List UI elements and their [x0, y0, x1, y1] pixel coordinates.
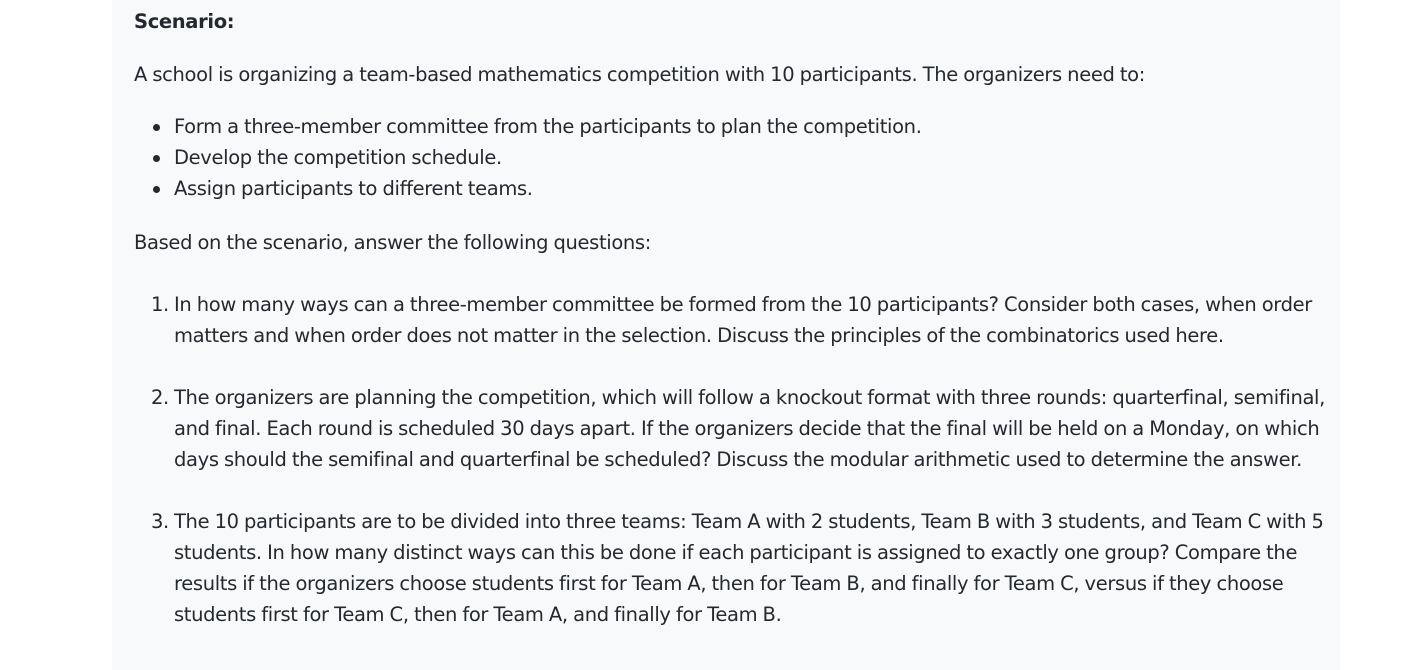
list-item — [134, 175, 922, 206]
list-item — [134, 113, 922, 144]
list-item-text: Assign participants to different teams. — [174, 177, 533, 200]
question-text: The organizers are planning the competition, which will follow a knockout format with three rounds: quarterfinal, semifinal, and final. Each round is scheduled 30 days apart. If the organizers decide that the final will be held on a Monday, on which days should the semifinal and quarterfinal be scheduled? Discuss the modular arithmetic used to determine the answer. — [174, 386, 1325, 471]
list-item-text: Form a three-member committee from the participants to plan the competition. — [174, 115, 922, 138]
question-number: 1. — [151, 293, 169, 316]
bullet-icon — [153, 155, 160, 162]
list-item-text: Develop the competition schedule. — [174, 146, 502, 169]
task-list — [134, 113, 922, 206]
question-1 — [134, 289, 1329, 351]
scenario-intro: A school is organizing a team-based mathematics competition with 10 participants. The organizers need to: — [134, 63, 1145, 86]
scenario-heading: Scenario: — [134, 10, 235, 33]
question-3 — [134, 506, 1329, 630]
bullet-icon — [153, 124, 160, 131]
question-number: 3. — [151, 510, 169, 533]
list-item — [134, 144, 922, 175]
questions-prompt: Based on the scenario, answer the following questions: — [134, 231, 651, 254]
bullet-icon — [153, 186, 160, 193]
question-2 — [134, 382, 1329, 475]
question-number: 2. — [151, 386, 169, 409]
question-text: In how many ways can a three-member committee be formed from the 10 participants? Consider both cases, when order matters and when order does not matter in the selection. Discuss the principles of the combinatorics used here. — [174, 293, 1312, 347]
document-panel — [112, 0, 1340, 670]
question-text: The 10 participants are to be divided into three teams: Team A with 2 students, Team B with 3 students, and Team C with 5 students. In how many distinct ways can this be done if each participant is assigned to exactly one group? Compare the results if the organizers choose students first for Team A, then for Team B, and finally for Team C, versus if they choose students first for Team C, then for Team A, and finally for Team B. — [174, 510, 1324, 626]
